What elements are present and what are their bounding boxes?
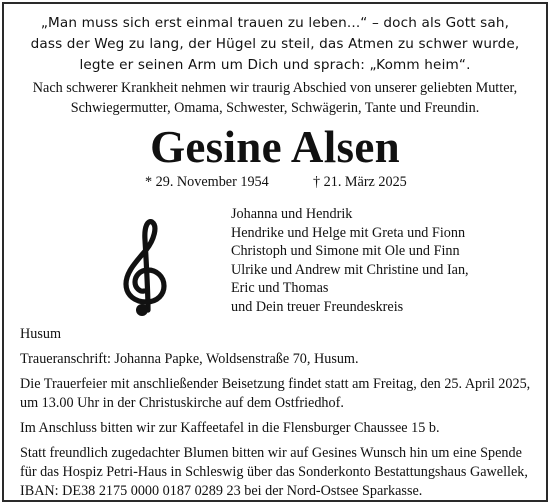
announcement-line: Schwiegermutter, Omama, Schwester, Schwägerin, Tante und Freundin. — [70, 100, 480, 116]
place-line: Husum — [20, 326, 61, 342]
ceremony-line: um 13.00 Uhr in der Christuskirche auf dem Ostfriedhof. — [20, 395, 344, 411]
coffee-line: Im Anschluss bitten wir zur Kaffeetafel in die Flensburger Chaussee 15 b. — [20, 420, 440, 436]
quote-line: „Man muss sich erst einmal trauen zu leben...“ – doch als Gott sah, — [40, 15, 510, 31]
birth-date: * 29. November 1954 — [145, 174, 269, 190]
announcement-text — [0, 78, 550, 118]
announcement-line: Nach schwerer Krankheit nehmen wir traurig Abschied von unserer geliebten Mutter, — [32, 80, 518, 96]
poem-quote — [0, 13, 550, 76]
quote-line: legte er seinen Arm um Dich und sprach: „Komm heim“. — [79, 57, 471, 73]
quote-line: dass der Weg zu lang, der Hügel zu steil, das Atmen zu schwer wurde, — [30, 36, 520, 52]
funeral-details — [20, 325, 540, 501]
ceremony-line: Die Trauerfeier mit anschließender Beisetzung findet statt am Freitag, den 25. April 2025, — [20, 376, 531, 392]
mourner-line: Hendrike und Helge mit Greta und Fionn — [231, 224, 466, 241]
mourner-line: Christoph und Simone mit Ole und Finn — [231, 243, 460, 260]
mourner-line: Johanna und Hendrik — [231, 206, 353, 222]
death-date: † 21. März 2025 — [313, 174, 407, 190]
donation-line: IBAN: DE38 2175 0000 0187 0289 23 bei der Nord-Ostsee Sparkasse. — [20, 483, 423, 499]
address-line: Traueranschrift: Johanna Papke, Woldsenstraße 70, Husum. — [20, 351, 359, 367]
mourner-line: und Dein treuer Freundeskreis — [231, 298, 404, 315]
mourners-list — [231, 205, 469, 317]
mourner-line: Ulrike und Andrew mit Christine und Ian, — [231, 261, 469, 278]
donation-line: für das Hospiz Petri-Haus in Schleswig über das Sonderkonto Bestattungshaus Gawellek, — [20, 464, 528, 480]
deceased-name: Gesine Alsen — [150, 122, 400, 172]
mourner-line: Eric und Thomas — [231, 280, 329, 297]
donation-line: Statt freundlich zugedachter Blumen bitten wir auf Gesines Wunsch hin um eine Spende — [20, 445, 522, 461]
treble-clef-icon — [118, 218, 170, 318]
